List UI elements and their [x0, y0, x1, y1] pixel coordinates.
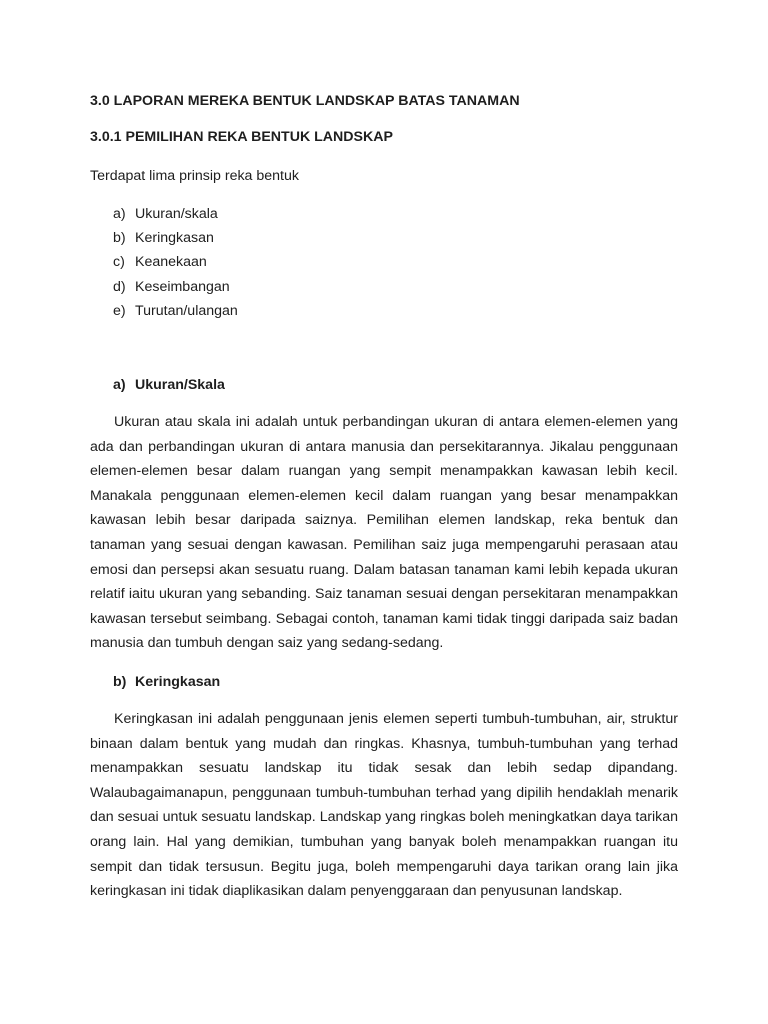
- list-item: [113, 206, 218, 222]
- main-heading: 3.0 LAPORAN MEREKA BENTUK LANDSKAP BATAS TANAMAN: [90, 93, 520, 109]
- list-item-label: Ukuran/skala: [135, 206, 218, 222]
- list-item-label: Keringkasan: [135, 230, 214, 246]
- list-item: [113, 230, 214, 246]
- list-marker: c): [113, 254, 125, 270]
- list-item: [113, 254, 207, 270]
- section-heading-keringkasan: [113, 674, 220, 690]
- list-item: [113, 303, 238, 319]
- list-item-label: Keanekaan: [135, 254, 207, 270]
- sub-heading: 3.0.1 PEMILIHAN REKA BENTUK LANDSKAP: [90, 129, 393, 145]
- list-marker: a): [113, 206, 126, 222]
- intro-text: Terdapat lima prinsip reka bentuk: [90, 168, 299, 184]
- section-title: Ukuran/Skala: [135, 377, 225, 393]
- list-item: [113, 279, 230, 295]
- section-marker: b): [113, 674, 127, 690]
- list-item-label: Turutan/ulangan: [135, 303, 238, 319]
- section-body-keringkasan: [90, 707, 678, 904]
- paragraph: Ukuran atau skala ini adalah untuk perbandingan ukuran di antara elemen-elemen yang ada dan perbandingan ukuran di antara manusia dan persekitarannya. Jikalau penggunaan elemen-elemen besar dalam ruangan yang sempit menampakkan kawasan lebih kecil. Manakala penggunaan elemen-elemen kecil dalam ruangan yang besar menampakkan kawasan lebih besar daripada saiznya. Pemilihan elemen landskap, reka bentuk dan tanaman yang sesuai dengan kawasan. Pemilihan saiz juga mempengaruhi perasaan atau emosi dan persepsi akan sesuatu ruang. Dalam batasan tanaman kami lebih kepada ukuran relatif iaitu ukuran yang sebanding. Saiz tanaman sesuai dengan persekitaran menampakkan kawasan tersebut seimbang. Sebagai contoh, tanaman kami tidak tinggi daripada saiz badan manusia dan tumbuh dengan saiz yang sedang-sedang.: [90, 414, 678, 652]
- paragraph: Keringkasan ini adalah penggunaan jenis elemen seperti tumbuh-tumbuhan, air, struktur binaan dalam bentuk yang mudah dan ringkas. Khasnya, tumbuh-tumbuhan yang terhad menampakkan sesuatu landskap itu tidak sesak dan lebih sedap dipandang. Walaubagaimanapun, penggunaan tumbuh-tumbuhan terhad yang dipilih hendaklah menarik dan sesuai untuk sesuatu landskap. Landskap yang ringkas boleh meningkatkan daya tarikan orang lain. Hal yang demikian, tumbuhan yang banyak boleh menampakkan ruangan itu sempit dan tidak tersusun. Begitu juga, boleh mempengaruhi daya tarikan orang lain jika keringkasan ini tidak diaplikasikan dalam penyenggaraan dan penyusunan landskap.: [90, 711, 678, 900]
- list-marker: d): [113, 279, 126, 295]
- list-item-label: Keseimbangan: [135, 279, 230, 295]
- section-marker: a): [113, 377, 126, 393]
- list-marker: b): [113, 230, 126, 246]
- section-title: Keringkasan: [135, 674, 221, 690]
- section-heading-ukuran: [113, 377, 225, 393]
- section-body-ukuran: [90, 410, 678, 656]
- list-marker: e): [113, 303, 126, 319]
